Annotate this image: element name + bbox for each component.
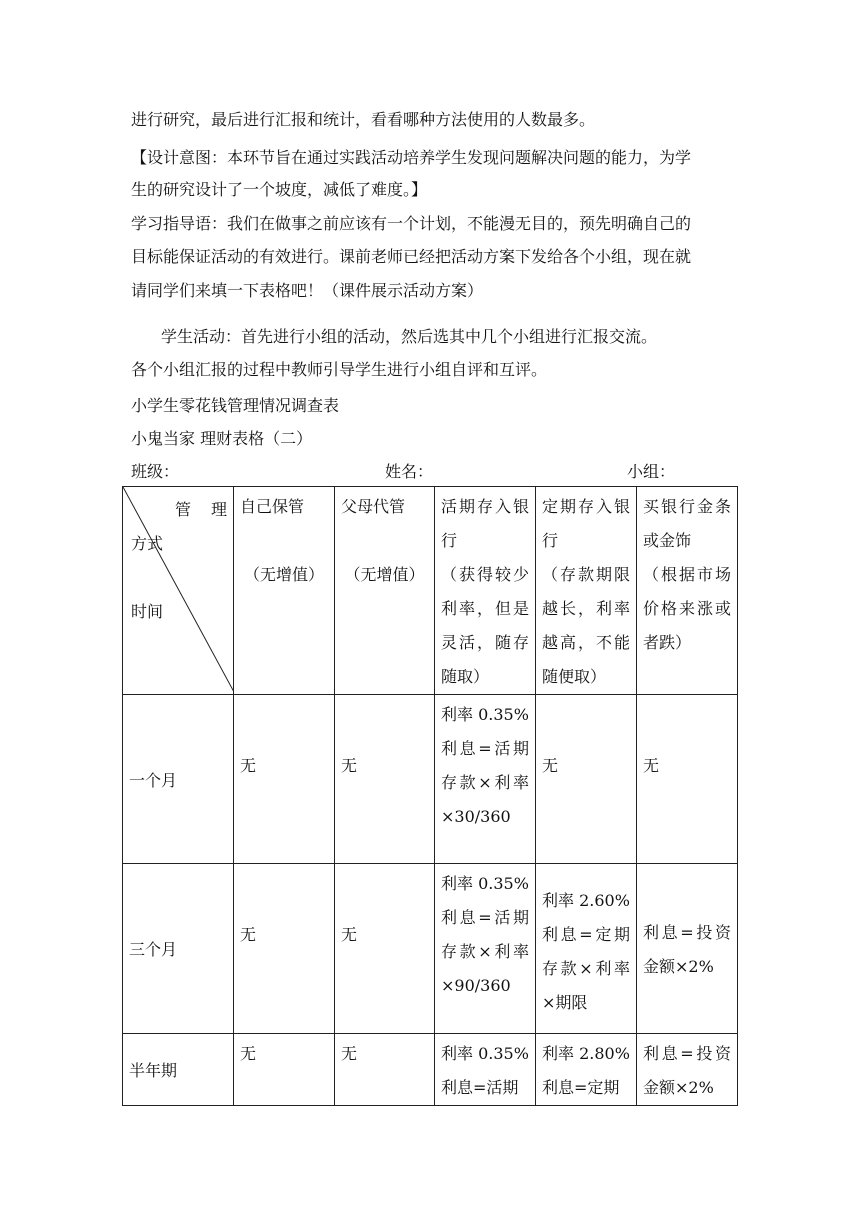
parents-keep-cell: 无 xyxy=(335,864,435,1034)
rate-text: 利率 0.35% xyxy=(441,874,529,893)
header-parents-keep xyxy=(335,487,435,695)
table-row xyxy=(123,864,738,1034)
corner-bottom: 时间 xyxy=(131,602,164,621)
paragraph-evaluation: 各个小组汇报的过程中教师引导学生进行小组自评和互评。 xyxy=(131,360,548,379)
current-deposit-cell xyxy=(435,864,536,1034)
name-label: 姓名： xyxy=(385,462,434,481)
period-cell: 三个月 xyxy=(123,864,234,1034)
fixed-deposit-cell xyxy=(536,864,637,1034)
formula-text: 利息=活期 xyxy=(441,1078,519,1097)
paragraph-guidance-line2: 目标能保证活动的有效进行。课前老师已经把活动方案下发给各个小组，现在就 xyxy=(131,247,692,266)
self-keep-cell: 无 xyxy=(234,864,335,1034)
group-label: 小组： xyxy=(627,462,676,481)
formula-text: 利息=定期存款×利率×期限 xyxy=(542,925,630,1012)
form-fields xyxy=(131,460,737,484)
header-title: 定期存入银行 xyxy=(542,497,630,550)
finance-table xyxy=(122,486,738,1106)
corner-top-b: 理 xyxy=(211,500,228,519)
header-title: 活期存入银行 xyxy=(441,497,529,550)
fixed-deposit-cell: 无 xyxy=(536,695,637,864)
table-row xyxy=(123,1034,738,1106)
paragraph-design-intent-line1: 【设计意图：本环节旨在通过实践活动培养学生发现问题解决问题的能力，为学 xyxy=(131,148,692,167)
formula-text: 利息=活期存款×利率×90/360 xyxy=(441,908,529,995)
period-cell: 半年期 xyxy=(123,1034,234,1106)
parents-keep-cell: 无 xyxy=(335,1034,435,1106)
rate-text: 利率 0.35% xyxy=(441,705,529,724)
header-gold xyxy=(637,487,738,695)
header-self-keep xyxy=(234,487,335,695)
table-header-row xyxy=(123,487,738,695)
header-fixed-deposit xyxy=(536,487,637,695)
current-deposit-cell xyxy=(435,695,536,864)
self-keep-cell: 无 xyxy=(234,1034,335,1106)
gold-cell: 无 xyxy=(637,695,738,864)
corner-top-c: 方式 xyxy=(131,534,164,553)
class-label: 班级： xyxy=(131,462,180,481)
fixed-deposit-cell xyxy=(536,1034,637,1106)
rate-text: 利率 0.35% xyxy=(441,1044,529,1063)
header-note: （根据市场价格来涨或者跌） xyxy=(643,565,731,652)
rate-text: 利率 2.60% xyxy=(542,891,630,910)
header-note: （无增值） xyxy=(344,565,425,584)
header-title: 买银行金条或金饰 xyxy=(643,497,731,550)
gold-cell: 利息=投资金额×2% xyxy=(637,864,738,1034)
gold-cell: 利息=投资金额×2% xyxy=(637,1034,738,1106)
paragraph-research: 进行研究，最后进行汇报和统计，看看哪种方法使用的人数最多。 xyxy=(131,110,596,129)
table-title: 小鬼当家 理财表格（二） xyxy=(131,429,313,448)
header-current-deposit xyxy=(435,487,536,695)
period-cell: 一个月 xyxy=(123,695,234,864)
formula-text: 利息=定期 xyxy=(542,1078,620,1097)
header-note: （存款期限越长，利率越高，不能随便取） xyxy=(542,565,630,686)
table-row xyxy=(123,695,738,864)
rate-text: 利率 2.80% xyxy=(542,1044,630,1063)
header-title: 父母代管 xyxy=(341,497,406,516)
formula-text: 利息=活期存款×利率×30/360 xyxy=(441,739,529,826)
self-keep-cell: 无 xyxy=(234,695,335,864)
corner-header-cell xyxy=(123,487,234,695)
parents-keep-cell: 无 xyxy=(335,695,435,864)
corner-top-a: 管 xyxy=(175,500,192,519)
current-deposit-cell xyxy=(435,1034,536,1106)
survey-title: 小学生零花钱管理情况调查表 xyxy=(131,396,340,415)
paragraph-design-intent-line2: 生的研究设计了一个坡度，减低了难度。】 xyxy=(131,180,428,199)
header-title: 自己保管 xyxy=(240,497,305,516)
header-note: （获得较少利率，但是灵活，随存随取） xyxy=(441,565,529,686)
paragraph-guidance-line1: 学习指导语：我们在做事之前应该有一个计划，不能漫无目的，预先明确自己的 xyxy=(131,214,692,233)
paragraph-guidance-line3: 请同学们来填一下表格吧！（课件展示活动方案） xyxy=(131,281,484,300)
header-note: （无增值） xyxy=(243,565,324,584)
paragraph-student-activity: 学生活动：首先进行小组的活动，然后选其中几个小组进行汇报交流。 xyxy=(161,327,658,346)
